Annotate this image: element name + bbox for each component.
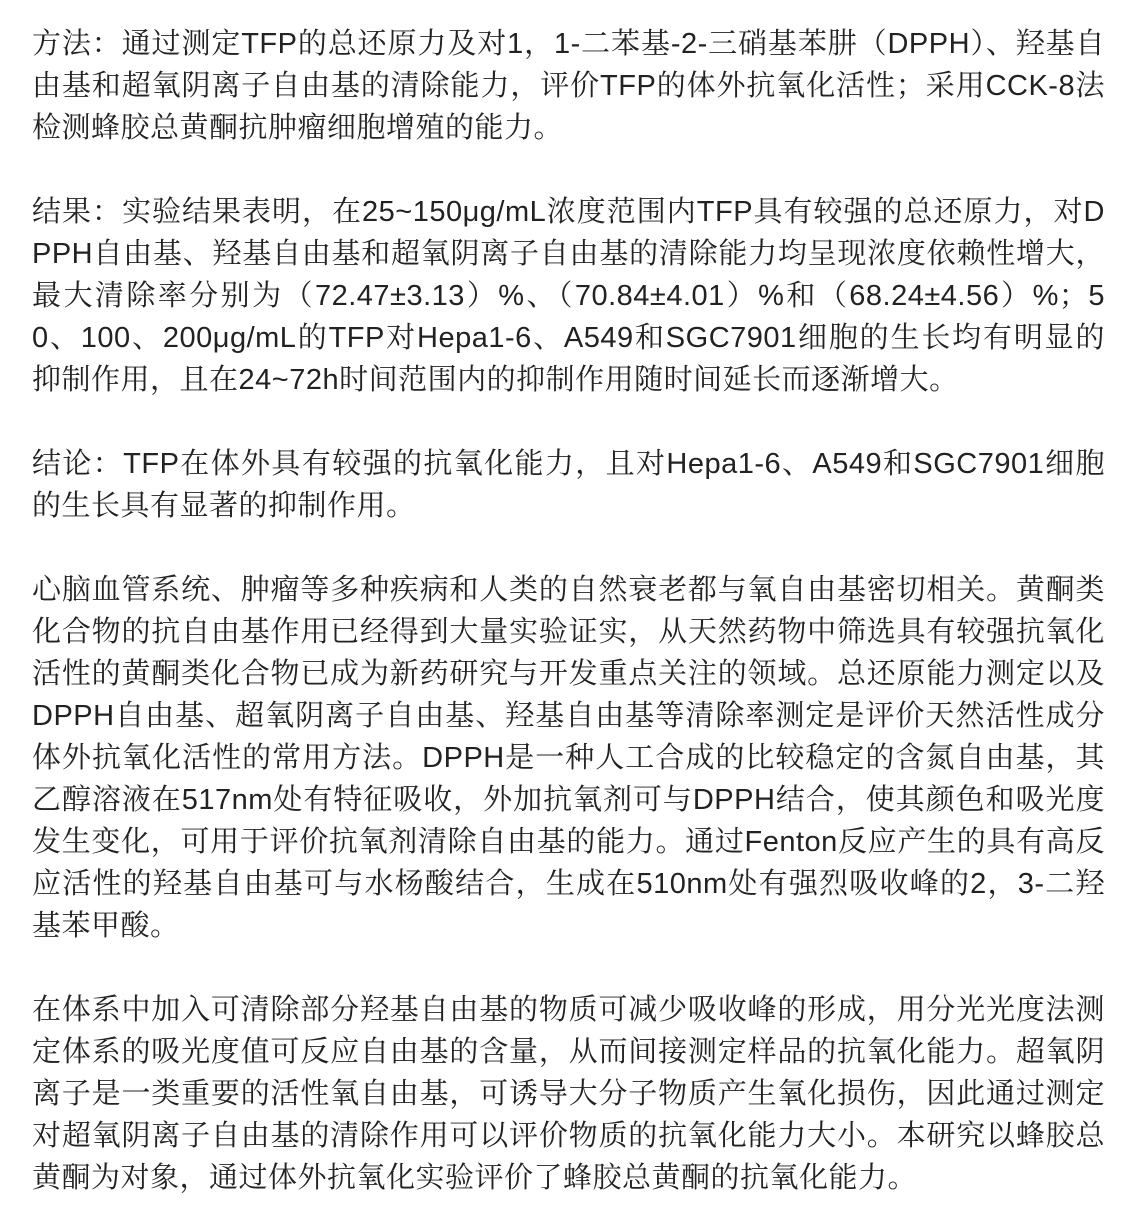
paragraph-results: 结果：实验结果表明，在25~150μg/mL浓度范围内TFP具有较强的总还原力，对DPPH自由基、羟基自由基和超氧阴离子自由基的清除能力均呈现浓度依赖性增大，最大清除率分别为（72.47±3.13）%、（70.84±4.01）%和（68.24±4.56）%；50、100、200μg/mL的TFP对Hepa1-6、A549和SGC7901细胞的生长均有明显的抑制作用，且在24~72h时间范围内的抑制作用随时间延长而逐渐增大。 [32, 196, 1105, 396]
paragraph-methods: 方法：通过测定TFP的总还原力及对1，1-二苯基-2-三硝基苯肼（DPPH）、羟基自由基和超氧阴离子自由基的清除能力，评价TFP的体外抗氧化活性；采用CCK-8法检测蜂胶总黄酮抗肿瘤细胞增殖的能力。 [32, 28, 1105, 144]
paragraph-conclusion: 结论：TFP在体外具有较强的抗氧化能力，且对Hepa1-6、A549和SGC7901细胞的生长具有显著的抑制作用。 [32, 448, 1105, 522]
paragraph-discussion: 在体系中加入可清除部分羟基自由基的物质可减少吸收峰的形成，用分光光度法测定体系的吸光度值可反应自由基的含量，从而间接测定样品的抗氧化能力。超氧阴离子是一类重要的活性氧自由基，可诱导大分子物质产生氧化损伤，因此通过测定对超氧阴离子自由基的清除作用可以评价物质的抗氧化能力大小。本研究以蜂胶总黄酮为对象，通过体外抗氧化实验评价了蜂胶总黄酮的抗氧化能力。 [32, 994, 1105, 1194]
paragraph-background: 心脑血管系统、肿瘤等多种疾病和人类的自然衰老都与氧自由基密切相关。黄酮类化合物的抗自由基作用已经得到大量实验证实，从天然药物中筛选具有较强抗氧化活性的黄酮类化合物已成为新药研究与开发重点关注的领域。总还原能力测定以及DPPH自由基、超氧阴离子自由基、羟基自由基等清除率测定是评价天然活性成分体外抗氧化活性的常用方法。DPPH是一种人工合成的比较稳定的含氮自由基，其乙醇溶液在517nm处有特征吸收，外加抗氧剂可与DPPH结合，使其颜色和吸光度发生变化，可用于评价抗氧剂清除自由基的能力。通过Fenton反应产生的具有高反应活性的羟基自由基可与水杨酸结合，生成在510nm处有强烈吸收峰的2，3-二羟基苯甲酸。 [32, 574, 1105, 942]
